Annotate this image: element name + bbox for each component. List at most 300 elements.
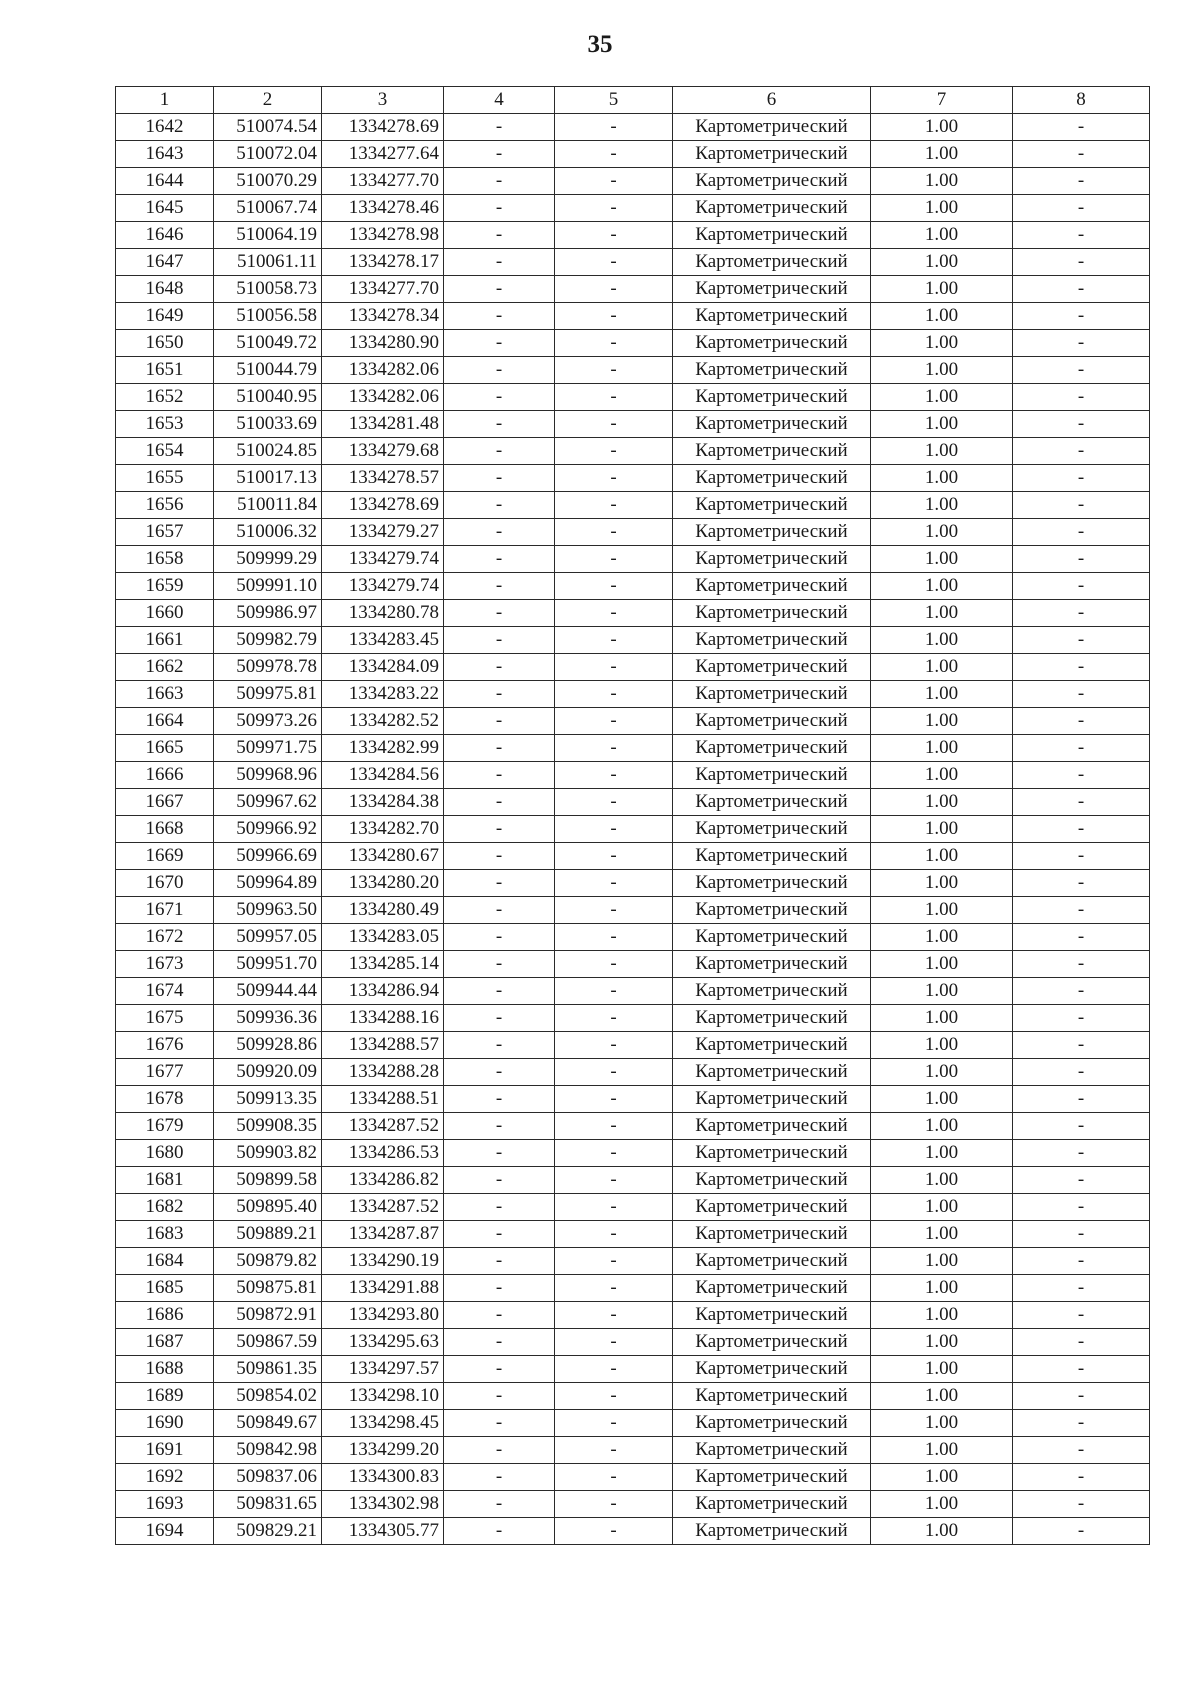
column-4-cell: - bbox=[444, 1113, 555, 1140]
method-cell: Картометрический bbox=[673, 1194, 871, 1221]
point-number-cell: 1655 bbox=[116, 465, 214, 492]
y-coordinate-cell: 1334288.51 bbox=[322, 1086, 444, 1113]
x-coordinate-cell: 510006.32 bbox=[214, 519, 322, 546]
table-row bbox=[116, 600, 1150, 627]
x-coordinate-cell: 509849.67 bbox=[214, 1410, 322, 1437]
y-coordinate-cell: 1334284.38 bbox=[322, 789, 444, 816]
method-cell: Картометрический bbox=[673, 438, 871, 465]
y-coordinate-cell: 1334288.16 bbox=[322, 1005, 444, 1032]
table-row bbox=[116, 627, 1150, 654]
column-4-cell: - bbox=[444, 1194, 555, 1221]
accuracy-cell: 1.00 bbox=[871, 951, 1013, 978]
y-coordinate-cell: 1334282.99 bbox=[322, 735, 444, 762]
accuracy-cell: 1.00 bbox=[871, 1194, 1013, 1221]
y-coordinate-cell: 1334282.06 bbox=[322, 384, 444, 411]
y-coordinate-cell: 1334293.80 bbox=[322, 1302, 444, 1329]
column-5-cell: - bbox=[555, 1032, 673, 1059]
y-coordinate-cell: 1334299.20 bbox=[322, 1437, 444, 1464]
column-4-cell: - bbox=[444, 897, 555, 924]
column-header: 6 bbox=[673, 87, 871, 114]
column-4-cell: - bbox=[444, 1518, 555, 1545]
method-cell: Картометрический bbox=[673, 1248, 871, 1275]
method-cell: Картометрический bbox=[673, 1518, 871, 1545]
column-8-cell: - bbox=[1013, 978, 1150, 1005]
x-coordinate-cell: 509842.98 bbox=[214, 1437, 322, 1464]
y-coordinate-cell: 1334300.83 bbox=[322, 1464, 444, 1491]
accuracy-cell: 1.00 bbox=[871, 870, 1013, 897]
column-8-cell: - bbox=[1013, 654, 1150, 681]
point-number-cell: 1694 bbox=[116, 1518, 214, 1545]
column-5-cell: - bbox=[555, 1059, 673, 1086]
x-coordinate-cell: 510044.79 bbox=[214, 357, 322, 384]
accuracy-cell: 1.00 bbox=[871, 762, 1013, 789]
table-row bbox=[116, 222, 1150, 249]
table-row bbox=[116, 708, 1150, 735]
accuracy-cell: 1.00 bbox=[871, 600, 1013, 627]
table-row bbox=[116, 1356, 1150, 1383]
column-8-cell: - bbox=[1013, 1491, 1150, 1518]
x-coordinate-cell: 509966.69 bbox=[214, 843, 322, 870]
table-row bbox=[116, 573, 1150, 600]
method-cell: Картометрический bbox=[673, 384, 871, 411]
x-coordinate-cell: 509837.06 bbox=[214, 1464, 322, 1491]
column-5-cell: - bbox=[555, 1113, 673, 1140]
column-5-cell: - bbox=[555, 762, 673, 789]
column-5-cell: - bbox=[555, 1302, 673, 1329]
column-4-cell: - bbox=[444, 492, 555, 519]
method-cell: Картометрический bbox=[673, 1059, 871, 1086]
column-8-cell: - bbox=[1013, 1113, 1150, 1140]
accuracy-cell: 1.00 bbox=[871, 222, 1013, 249]
table-row bbox=[116, 492, 1150, 519]
method-cell: Картометрический bbox=[673, 1221, 871, 1248]
table-row bbox=[116, 978, 1150, 1005]
column-8-cell: - bbox=[1013, 1194, 1150, 1221]
column-4-cell: - bbox=[444, 1491, 555, 1518]
x-coordinate-cell: 510070.29 bbox=[214, 168, 322, 195]
x-coordinate-cell: 509879.82 bbox=[214, 1248, 322, 1275]
column-4-cell: - bbox=[444, 681, 555, 708]
column-8-cell: - bbox=[1013, 573, 1150, 600]
column-4-cell: - bbox=[444, 411, 555, 438]
y-coordinate-cell: 1334290.19 bbox=[322, 1248, 444, 1275]
method-cell: Картометрический bbox=[673, 978, 871, 1005]
accuracy-cell: 1.00 bbox=[871, 1005, 1013, 1032]
column-4-cell: - bbox=[444, 573, 555, 600]
column-5-cell: - bbox=[555, 1140, 673, 1167]
accuracy-cell: 1.00 bbox=[871, 924, 1013, 951]
table-row bbox=[116, 654, 1150, 681]
column-8-cell: - bbox=[1013, 330, 1150, 357]
x-coordinate-cell: 509875.81 bbox=[214, 1275, 322, 1302]
method-cell: Картометрический bbox=[673, 897, 871, 924]
column-header: 5 bbox=[555, 87, 673, 114]
table-row bbox=[116, 1491, 1150, 1518]
column-4-cell: - bbox=[444, 114, 555, 141]
accuracy-cell: 1.00 bbox=[871, 1221, 1013, 1248]
x-coordinate-cell: 509867.59 bbox=[214, 1329, 322, 1356]
point-number-cell: 1657 bbox=[116, 519, 214, 546]
table-row bbox=[116, 438, 1150, 465]
method-cell: Картометрический bbox=[673, 681, 871, 708]
table-row bbox=[116, 924, 1150, 951]
point-number-cell: 1665 bbox=[116, 735, 214, 762]
column-8-cell: - bbox=[1013, 276, 1150, 303]
column-8-cell: - bbox=[1013, 1437, 1150, 1464]
accuracy-cell: 1.00 bbox=[871, 330, 1013, 357]
column-8-cell: - bbox=[1013, 816, 1150, 843]
accuracy-cell: 1.00 bbox=[871, 1302, 1013, 1329]
accuracy-cell: 1.00 bbox=[871, 573, 1013, 600]
y-coordinate-cell: 1334279.27 bbox=[322, 519, 444, 546]
point-number-cell: 1680 bbox=[116, 1140, 214, 1167]
column-5-cell: - bbox=[555, 519, 673, 546]
x-coordinate-cell: 509889.21 bbox=[214, 1221, 322, 1248]
accuracy-cell: 1.00 bbox=[871, 1113, 1013, 1140]
column-5-cell: - bbox=[555, 654, 673, 681]
method-cell: Картометрический bbox=[673, 1329, 871, 1356]
column-header: 2 bbox=[214, 87, 322, 114]
point-number-cell: 1667 bbox=[116, 789, 214, 816]
accuracy-cell: 1.00 bbox=[871, 1329, 1013, 1356]
accuracy-cell: 1.00 bbox=[871, 1356, 1013, 1383]
column-8-cell: - bbox=[1013, 384, 1150, 411]
column-4-cell: - bbox=[444, 1275, 555, 1302]
accuracy-cell: 1.00 bbox=[871, 195, 1013, 222]
y-coordinate-cell: 1334280.90 bbox=[322, 330, 444, 357]
method-cell: Картометрический bbox=[673, 1113, 871, 1140]
column-4-cell: - bbox=[444, 1329, 555, 1356]
point-number-cell: 1678 bbox=[116, 1086, 214, 1113]
column-5-cell: - bbox=[555, 843, 673, 870]
point-number-cell: 1688 bbox=[116, 1356, 214, 1383]
column-5-cell: - bbox=[555, 816, 673, 843]
x-coordinate-cell: 510040.95 bbox=[214, 384, 322, 411]
x-coordinate-cell: 509920.09 bbox=[214, 1059, 322, 1086]
method-cell: Картометрический bbox=[673, 1005, 871, 1032]
x-coordinate-cell: 510072.04 bbox=[214, 141, 322, 168]
column-5-cell: - bbox=[555, 384, 673, 411]
x-coordinate-cell: 509928.86 bbox=[214, 1032, 322, 1059]
table-row bbox=[116, 1113, 1150, 1140]
y-coordinate-cell: 1334279.68 bbox=[322, 438, 444, 465]
column-5-cell: - bbox=[555, 735, 673, 762]
table-row bbox=[116, 1140, 1150, 1167]
column-5-cell: - bbox=[555, 1356, 673, 1383]
x-coordinate-cell: 509963.50 bbox=[214, 897, 322, 924]
method-cell: Картометрический bbox=[673, 168, 871, 195]
y-coordinate-cell: 1334283.45 bbox=[322, 627, 444, 654]
accuracy-cell: 1.00 bbox=[871, 1491, 1013, 1518]
x-coordinate-cell: 509991.10 bbox=[214, 573, 322, 600]
table-row bbox=[116, 276, 1150, 303]
column-4-cell: - bbox=[444, 1302, 555, 1329]
column-4-cell: - bbox=[444, 1437, 555, 1464]
x-coordinate-cell: 509975.81 bbox=[214, 681, 322, 708]
column-5-cell: - bbox=[555, 1086, 673, 1113]
column-5-cell: - bbox=[555, 1491, 673, 1518]
point-number-cell: 1684 bbox=[116, 1248, 214, 1275]
column-8-cell: - bbox=[1013, 627, 1150, 654]
y-coordinate-cell: 1334298.10 bbox=[322, 1383, 444, 1410]
y-coordinate-cell: 1334277.70 bbox=[322, 168, 444, 195]
y-coordinate-cell: 1334285.14 bbox=[322, 951, 444, 978]
column-4-cell: - bbox=[444, 735, 555, 762]
method-cell: Картометрический bbox=[673, 1167, 871, 1194]
x-coordinate-cell: 510024.85 bbox=[214, 438, 322, 465]
y-coordinate-cell: 1334295.63 bbox=[322, 1329, 444, 1356]
method-cell: Картометрический bbox=[673, 492, 871, 519]
column-4-cell: - bbox=[444, 357, 555, 384]
method-cell: Картометрический bbox=[673, 1275, 871, 1302]
column-header: 3 bbox=[322, 87, 444, 114]
accuracy-cell: 1.00 bbox=[871, 1059, 1013, 1086]
column-8-cell: - bbox=[1013, 114, 1150, 141]
column-4-cell: - bbox=[444, 1140, 555, 1167]
method-cell: Картометрический bbox=[673, 654, 871, 681]
table-row bbox=[116, 1086, 1150, 1113]
x-coordinate-cell: 510056.58 bbox=[214, 303, 322, 330]
y-coordinate-cell: 1334286.53 bbox=[322, 1140, 444, 1167]
column-4-cell: - bbox=[444, 1464, 555, 1491]
point-number-cell: 1650 bbox=[116, 330, 214, 357]
x-coordinate-cell: 510067.74 bbox=[214, 195, 322, 222]
point-number-cell: 1649 bbox=[116, 303, 214, 330]
column-5-cell: - bbox=[555, 1437, 673, 1464]
point-number-cell: 1689 bbox=[116, 1383, 214, 1410]
column-4-cell: - bbox=[444, 843, 555, 870]
column-5-cell: - bbox=[555, 114, 673, 141]
accuracy-cell: 1.00 bbox=[871, 1410, 1013, 1437]
column-5-cell: - bbox=[555, 465, 673, 492]
y-coordinate-cell: 1334286.94 bbox=[322, 978, 444, 1005]
column-8-cell: - bbox=[1013, 1518, 1150, 1545]
column-5-cell: - bbox=[555, 1005, 673, 1032]
point-number-cell: 1677 bbox=[116, 1059, 214, 1086]
accuracy-cell: 1.00 bbox=[871, 114, 1013, 141]
column-8-cell: - bbox=[1013, 897, 1150, 924]
point-number-cell: 1647 bbox=[116, 249, 214, 276]
accuracy-cell: 1.00 bbox=[871, 843, 1013, 870]
accuracy-cell: 1.00 bbox=[871, 546, 1013, 573]
point-number-cell: 1679 bbox=[116, 1113, 214, 1140]
method-cell: Картометрический bbox=[673, 249, 871, 276]
column-8-cell: - bbox=[1013, 222, 1150, 249]
accuracy-cell: 1.00 bbox=[871, 897, 1013, 924]
y-coordinate-cell: 1334277.70 bbox=[322, 276, 444, 303]
point-number-cell: 1670 bbox=[116, 870, 214, 897]
method-cell: Картометрический bbox=[673, 141, 871, 168]
column-4-cell: - bbox=[444, 762, 555, 789]
table-row bbox=[116, 1167, 1150, 1194]
accuracy-cell: 1.00 bbox=[871, 654, 1013, 681]
point-number-cell: 1691 bbox=[116, 1437, 214, 1464]
y-coordinate-cell: 1334278.69 bbox=[322, 114, 444, 141]
method-cell: Картометрический bbox=[673, 276, 871, 303]
table-row bbox=[116, 897, 1150, 924]
y-coordinate-cell: 1334278.98 bbox=[322, 222, 444, 249]
column-4-cell: - bbox=[444, 465, 555, 492]
method-cell: Картометрический bbox=[673, 1140, 871, 1167]
point-number-cell: 1685 bbox=[116, 1275, 214, 1302]
method-cell: Картометрический bbox=[673, 951, 871, 978]
method-cell: Картометрический bbox=[673, 816, 871, 843]
accuracy-cell: 1.00 bbox=[871, 168, 1013, 195]
point-number-cell: 1664 bbox=[116, 708, 214, 735]
table-row bbox=[116, 114, 1150, 141]
accuracy-cell: 1.00 bbox=[871, 816, 1013, 843]
column-5-cell: - bbox=[555, 573, 673, 600]
x-coordinate-cell: 510017.13 bbox=[214, 465, 322, 492]
accuracy-cell: 1.00 bbox=[871, 1086, 1013, 1113]
column-4-cell: - bbox=[444, 519, 555, 546]
x-coordinate-cell: 509936.36 bbox=[214, 1005, 322, 1032]
column-8-cell: - bbox=[1013, 762, 1150, 789]
column-8-cell: - bbox=[1013, 924, 1150, 951]
point-number-cell: 1646 bbox=[116, 222, 214, 249]
table-row bbox=[116, 1221, 1150, 1248]
method-cell: Картометрический bbox=[673, 1410, 871, 1437]
column-8-cell: - bbox=[1013, 708, 1150, 735]
y-coordinate-cell: 1334284.09 bbox=[322, 654, 444, 681]
point-number-cell: 1642 bbox=[116, 114, 214, 141]
accuracy-cell: 1.00 bbox=[871, 708, 1013, 735]
column-5-cell: - bbox=[555, 1248, 673, 1275]
column-8-cell: - bbox=[1013, 1248, 1150, 1275]
point-number-cell: 1653 bbox=[116, 411, 214, 438]
column-5-cell: - bbox=[555, 1383, 673, 1410]
column-header: 7 bbox=[871, 87, 1013, 114]
x-coordinate-cell: 509978.78 bbox=[214, 654, 322, 681]
accuracy-cell: 1.00 bbox=[871, 141, 1013, 168]
y-coordinate-cell: 1334280.49 bbox=[322, 897, 444, 924]
table-row bbox=[116, 789, 1150, 816]
accuracy-cell: 1.00 bbox=[871, 1248, 1013, 1275]
table-row bbox=[116, 1059, 1150, 1086]
table-body bbox=[116, 114, 1150, 1545]
column-5-cell: - bbox=[555, 870, 673, 897]
method-cell: Картометрический bbox=[673, 573, 871, 600]
column-5-cell: - bbox=[555, 600, 673, 627]
accuracy-cell: 1.00 bbox=[871, 681, 1013, 708]
column-5-cell: - bbox=[555, 1167, 673, 1194]
table-row bbox=[116, 195, 1150, 222]
x-coordinate-cell: 509903.82 bbox=[214, 1140, 322, 1167]
x-coordinate-cell: 510049.72 bbox=[214, 330, 322, 357]
y-coordinate-cell: 1334284.56 bbox=[322, 762, 444, 789]
column-5-cell: - bbox=[555, 222, 673, 249]
column-4-cell: - bbox=[444, 654, 555, 681]
column-5-cell: - bbox=[555, 492, 673, 519]
column-4-cell: - bbox=[444, 1005, 555, 1032]
column-4-cell: - bbox=[444, 384, 555, 411]
column-8-cell: - bbox=[1013, 843, 1150, 870]
table-row bbox=[116, 681, 1150, 708]
table-row bbox=[116, 1518, 1150, 1545]
column-8-cell: - bbox=[1013, 951, 1150, 978]
coordinates-table bbox=[115, 86, 1150, 1545]
column-4-cell: - bbox=[444, 222, 555, 249]
point-number-cell: 1674 bbox=[116, 978, 214, 1005]
column-8-cell: - bbox=[1013, 1086, 1150, 1113]
y-coordinate-cell: 1334305.77 bbox=[322, 1518, 444, 1545]
column-4-cell: - bbox=[444, 924, 555, 951]
column-4-cell: - bbox=[444, 1032, 555, 1059]
x-coordinate-cell: 509854.02 bbox=[214, 1383, 322, 1410]
x-coordinate-cell: 509957.05 bbox=[214, 924, 322, 951]
accuracy-cell: 1.00 bbox=[871, 276, 1013, 303]
point-number-cell: 1645 bbox=[116, 195, 214, 222]
accuracy-cell: 1.00 bbox=[871, 519, 1013, 546]
x-coordinate-cell: 509971.75 bbox=[214, 735, 322, 762]
column-5-cell: - bbox=[555, 1410, 673, 1437]
method-cell: Картометрический bbox=[673, 762, 871, 789]
point-number-cell: 1658 bbox=[116, 546, 214, 573]
table-row bbox=[116, 1275, 1150, 1302]
column-5-cell: - bbox=[555, 276, 673, 303]
y-coordinate-cell: 1334287.52 bbox=[322, 1113, 444, 1140]
y-coordinate-cell: 1334278.69 bbox=[322, 492, 444, 519]
method-cell: Картометрический bbox=[673, 1356, 871, 1383]
y-coordinate-cell: 1334287.52 bbox=[322, 1194, 444, 1221]
accuracy-cell: 1.00 bbox=[871, 627, 1013, 654]
point-number-cell: 1663 bbox=[116, 681, 214, 708]
y-coordinate-cell: 1334298.45 bbox=[322, 1410, 444, 1437]
column-4-cell: - bbox=[444, 195, 555, 222]
column-5-cell: - bbox=[555, 708, 673, 735]
column-header: 4 bbox=[444, 87, 555, 114]
method-cell: Картометрический bbox=[673, 1383, 871, 1410]
method-cell: Картометрический bbox=[673, 1464, 871, 1491]
x-coordinate-cell: 509967.62 bbox=[214, 789, 322, 816]
column-4-cell: - bbox=[444, 303, 555, 330]
column-8-cell: - bbox=[1013, 1032, 1150, 1059]
y-coordinate-cell: 1334283.22 bbox=[322, 681, 444, 708]
y-coordinate-cell: 1334281.48 bbox=[322, 411, 444, 438]
column-4-cell: - bbox=[444, 438, 555, 465]
accuracy-cell: 1.00 bbox=[871, 465, 1013, 492]
column-8-cell: - bbox=[1013, 465, 1150, 492]
y-coordinate-cell: 1334278.46 bbox=[322, 195, 444, 222]
y-coordinate-cell: 1334291.88 bbox=[322, 1275, 444, 1302]
table-row bbox=[116, 870, 1150, 897]
column-8-cell: - bbox=[1013, 195, 1150, 222]
column-4-cell: - bbox=[444, 1248, 555, 1275]
y-coordinate-cell: 1334280.20 bbox=[322, 870, 444, 897]
method-cell: Картометрический bbox=[673, 195, 871, 222]
column-4-cell: - bbox=[444, 789, 555, 816]
point-number-cell: 1672 bbox=[116, 924, 214, 951]
y-coordinate-cell: 1334280.78 bbox=[322, 600, 444, 627]
method-cell: Картометрический bbox=[673, 1437, 871, 1464]
table-row bbox=[116, 1329, 1150, 1356]
y-coordinate-cell: 1334278.17 bbox=[322, 249, 444, 276]
column-4-cell: - bbox=[444, 600, 555, 627]
column-8-cell: - bbox=[1013, 546, 1150, 573]
x-coordinate-cell: 509944.44 bbox=[214, 978, 322, 1005]
column-8-cell: - bbox=[1013, 141, 1150, 168]
table-row bbox=[116, 357, 1150, 384]
point-number-cell: 1683 bbox=[116, 1221, 214, 1248]
y-coordinate-cell: 1334288.57 bbox=[322, 1032, 444, 1059]
accuracy-cell: 1.00 bbox=[871, 357, 1013, 384]
method-cell: Картометрический bbox=[673, 600, 871, 627]
table-row bbox=[116, 141, 1150, 168]
table-row bbox=[116, 1464, 1150, 1491]
column-8-cell: - bbox=[1013, 789, 1150, 816]
column-4-cell: - bbox=[444, 141, 555, 168]
point-number-cell: 1692 bbox=[116, 1464, 214, 1491]
